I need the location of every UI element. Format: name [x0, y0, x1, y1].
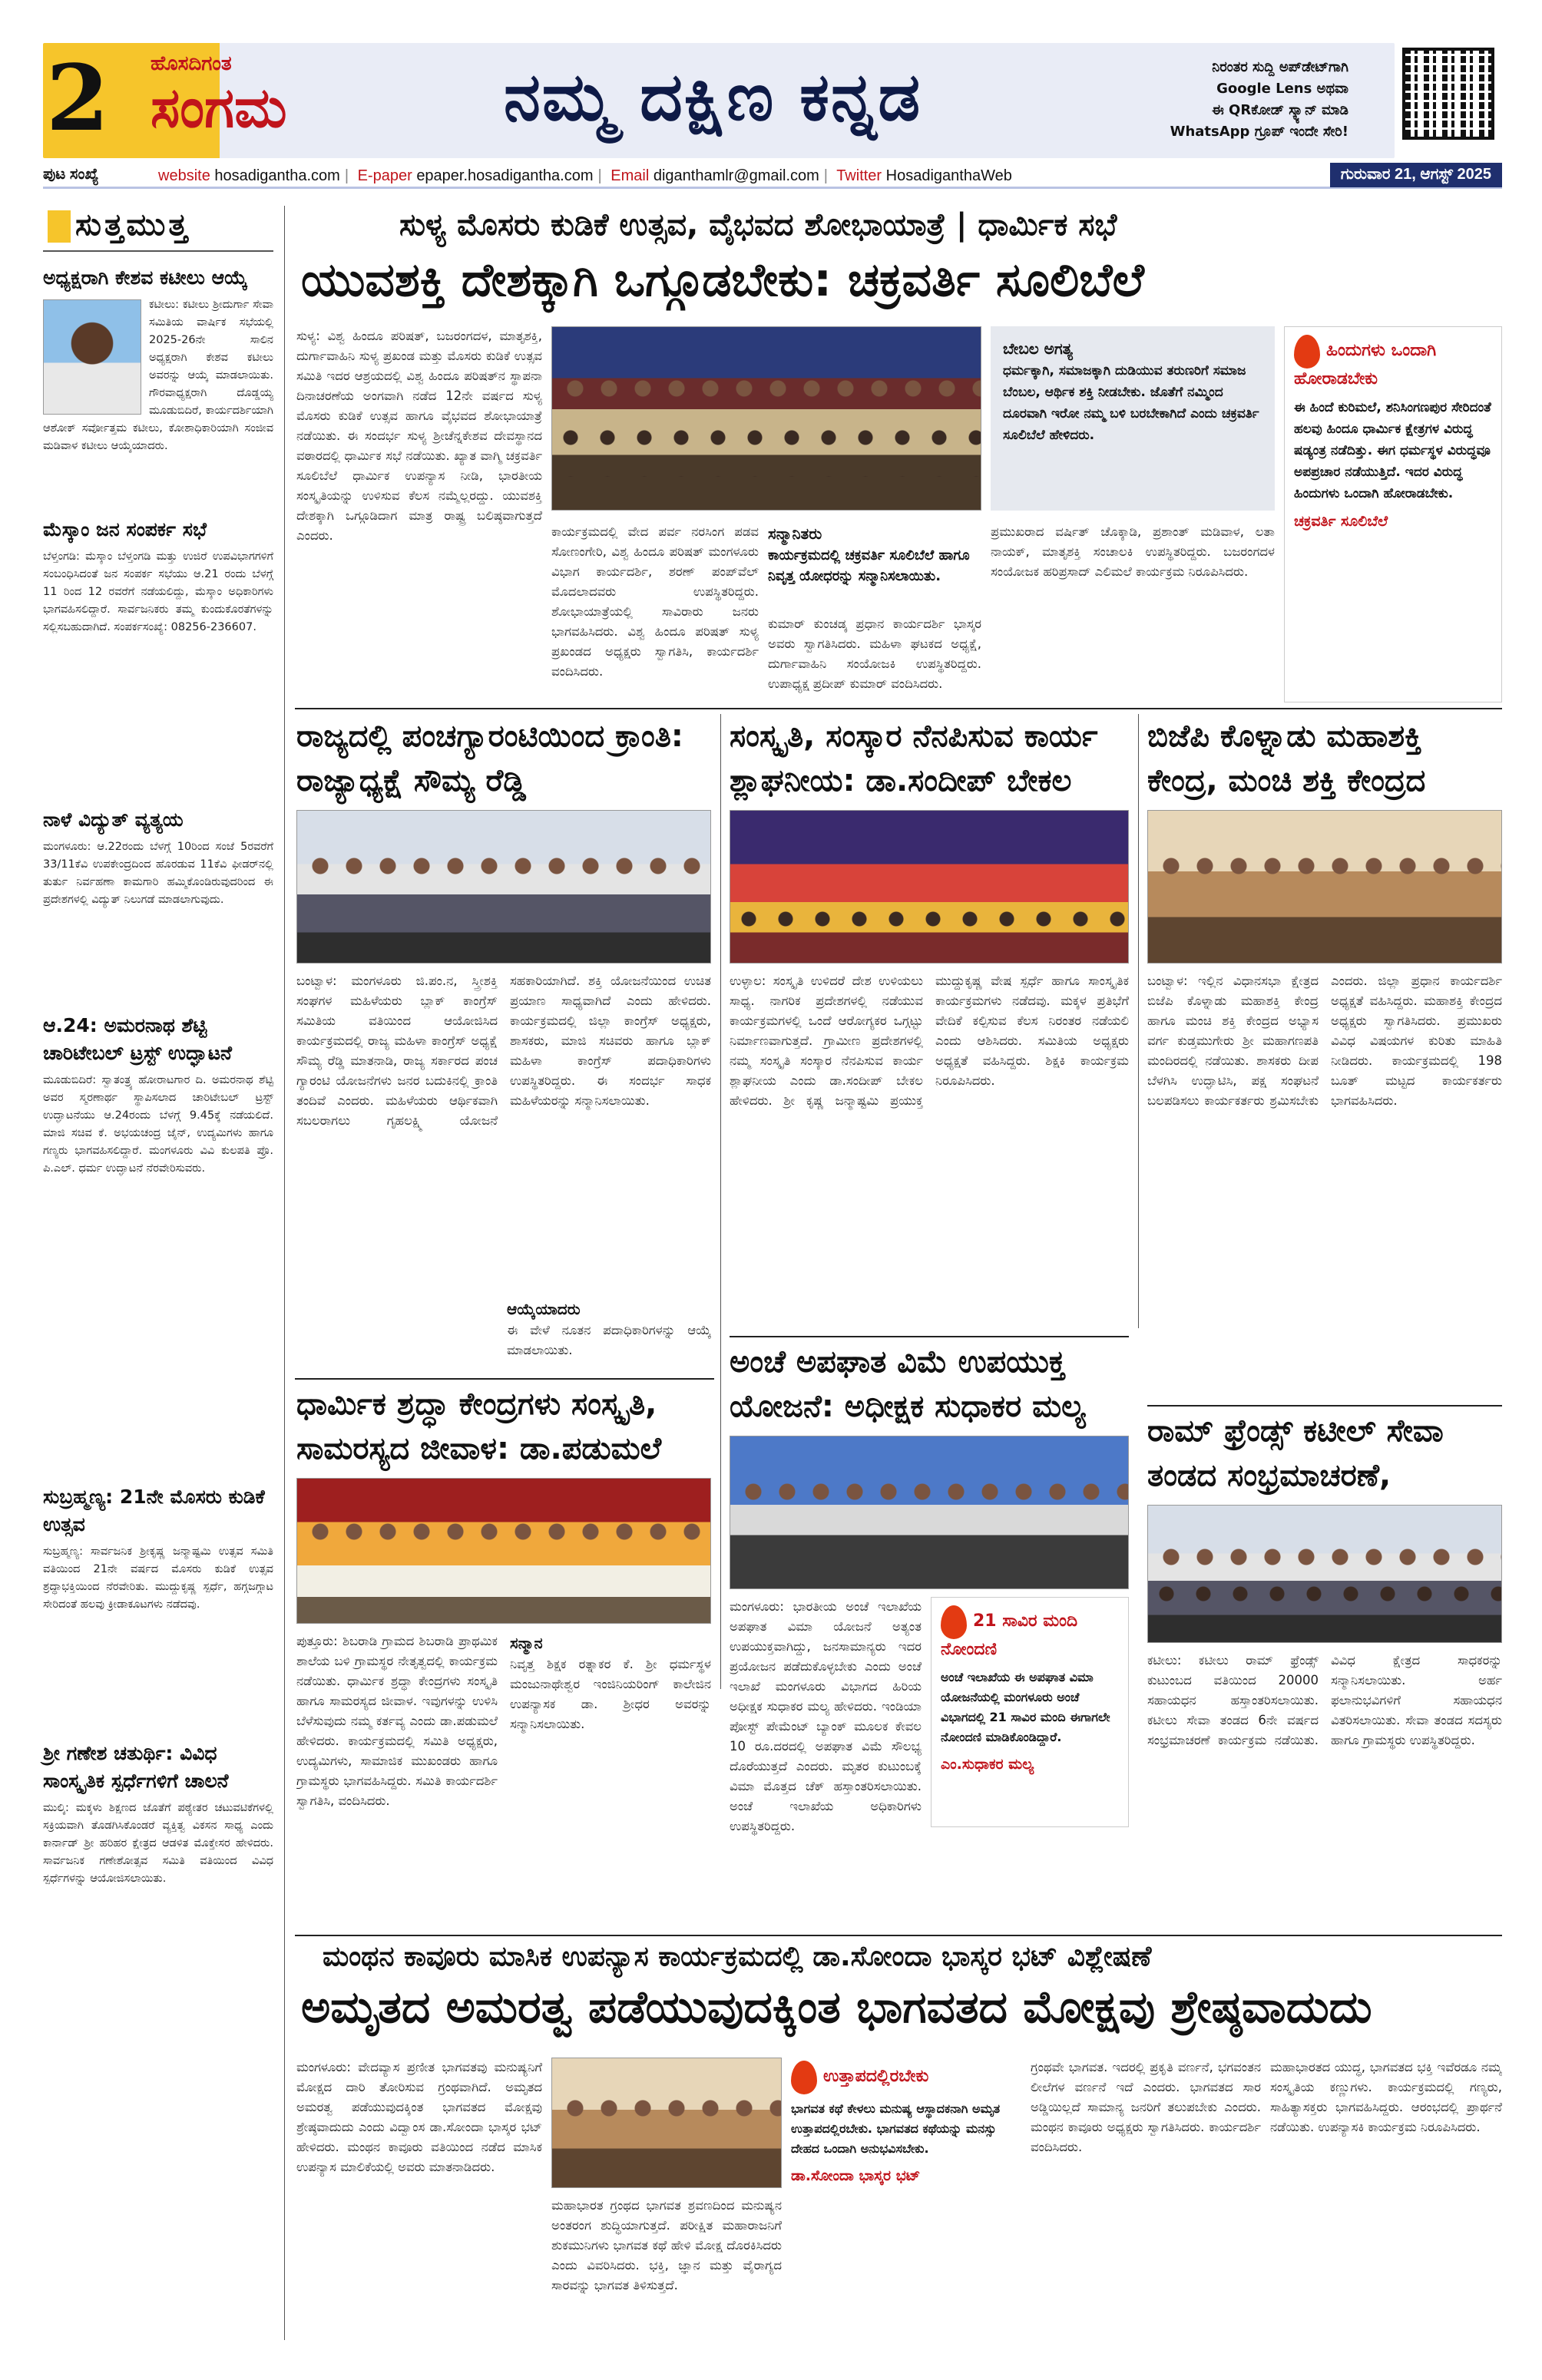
registrations-title: 21 ಸಾವಿರ ಮಂದಿ ನೋಂದಣಿ	[941, 1611, 1078, 1659]
promo-line: ಈ QRಕೋಡ್ ಸ್ಕ್ಯಾನ್ ಮಾಡಿ	[1212, 102, 1348, 118]
section-divider	[1147, 1405, 1502, 1407]
promo-line: ನಿರಂತರ ಸುದ್ದಿ ಅಪ್‌ಡೇಟ್‌ಗಾಗಿ	[1212, 59, 1348, 75]
promo-line: Google Lens ಅಥವಾ	[1216, 81, 1348, 97]
brief-headline: ಆ.24: ಅಮರನಾಥ ಶೆಟ್ಟಿ ಚಾರಿಟೇಬಲ್ ಟ್ರಸ್ಟ್ ಉದ್ಘಾಟನೆ	[43, 1014, 232, 1064]
website-link[interactable]: hosadigantha.com	[214, 167, 340, 184]
bottom-kicker: ಮಂಥನ ಕಾವೂರು ಮಾಸಿಕ ಉಪನ್ಯಾಸ ಕಾರ್ಯಕ್ರಮದಲ್ಲಿ ಡಾ.ಸೋಂದಾ ಭಾಸ್ಕರ ಭಟ್ ವಿಶ್ಲೇಷಣೆ	[323, 1941, 1152, 1972]
column-divider	[1138, 714, 1139, 1328]
column-divider	[720, 714, 721, 1689]
honorees-box	[768, 522, 981, 607]
bottom-quote-byline: ಡಾ.ಸೋಂದಾ ಭಾಸ್ಕರ ಭಟ್	[791, 2167, 921, 2184]
story-photo	[1147, 1505, 1502, 1643]
lead-body: ಸುಳ್ಯ: ವಿಶ್ವ ಹಿಂದೂ ಪರಿಷತ್, ಬಜರಂಗದಳ, ಮಾತೃಶಕ್ತಿ, ದುರ್ಗಾವಾಹಿನಿ ಸುಳ್ಯ ಪ್ರಖಂಡ ಮತ್ತು ಮೊಸರು ಕುಡಿಕೆ ಉತ್ಸವ ಸಮಿತಿ ಇದರ ಆಶ್ರಯದಲ್ಲಿ ವಿಶ್ವ ಹಿಂದೂ ಪರಿಷತ್‌ನ ಸ್ಥಾಪನಾ ದಿನಾಚರಣೆಯ ಅಂಗವಾಗಿ ನಡೆದ 12ನೇ ವರ್ಷದ ಸುಳ್ಯ ಮೊಸರು ಕುಡಿಕೆ ಉತ್ಸವ ಹಾಗೂ ವೈಭವದ ಶೋಭಾಯಾತ್ರೆ ನಡೆಯಿತು. ಈ ಸಂದರ್ಭ ಸುಳ್ಯ ಶ್ರೀಚೆನ್ನಕೇಶವ ದೇವಸ್ಥಾನದ ವಠಾರದಲ್ಲಿ ಧಾರ್ಮಿಕ ಸಭೆ ನಡೆಯಿತು. ಖ್ಯಾತ ವಾಗ್ಮಿ ಚಕ್ರವರ್ತಿ ಸೂಲಿಬೆಲೆ ಧಾರ್ಮಿಕ ಉಪನ್ಯಾಸ ನೀಡಿ, ಭಾರತೀಯ ಸಂಸ್ಕೃತಿಯನ್ನು ಉಳಿಸುವ ಕೆಲಸ ನಮ್ಮೆಲ್ಲರದ್ದು. ಯುವಶಕ್ತಿ ದೇಶಕ್ಕಾಗಿ ಒಗ್ಗೂಡಿದಾಗ ಮಾತ್ರ ರಾಷ್ಟ್ರ ಬಲಿಷ್ಠವಾಗುತ್ತದೆ ಎಂದರು.	[296, 329, 542, 543]
masthead	[43, 43, 1502, 158]
brief-body: ಮಂಗಳೂರು: ಆ.22ರಂದು ಬೆಳಗ್ಗೆ 10ರಿಂದ ಸಂಜೆ 5ರವರೆಗೆ 33/11ಕೆವಿ ಉಪಕೇಂದ್ರದಿಂದ ಹೊರಡುವ 11ಕೆವಿ ಫೀಡರ್‌ನಲ್ಲಿ ತುರ್ತು ನಿರ್ವಹಣಾ ಕಾಮಗಾರಿ ಹಮ್ಮಿಕೊಂಡಿರುವುದರಿಂದ ಈ ಪ್ರದೇಶಗಳಲ್ಲಿ ವಿದ್ಯುತ್ ನಿಲುಗಡೆ ಮಾಡಲಾಗುವುದು.	[43, 841, 273, 906]
story-body: ಮಂಗಳೂರು: ಭಾರತೀಯ ಅಂಚೆ ಇಲಾಖೆಯ ಅಪಘಾತ ವಿಮಾ ಯೋಜನೆ ಅತ್ಯಂತ ಉಪಯುಕ್ತವಾಗಿದ್ದು, ಜನಸಾಮಾನ್ಯರು ಇದರ ಪ್ರಯೋಜನ ಪಡೆದುಕೊಳ್ಳಬೇಕು ಎಂದು ಅಂಚೆ ಇಲಾಖೆ ಮಂಗಳೂರು ವಿಭಾಗದ ಹಿರಿಯ ಅಧೀಕ್ಷಕ ಸುಧಾಕರ ಮಲ್ಯ ಹೇಳಿದರು. ಇಂಡಿಯಾ ಪೋಸ್ಟ್ ಪೇಮೆಂಟ್ ಬ್ಯಾಂಕ್ ಮೂಲಕ ಕೇವಲ 10 ರೂ.ದರದಲ್ಲಿ ಅಪಘಾತ ವಿಮೆ ಸೌಲಭ್ಯ ದೊರೆಯುತ್ತದೆ ಎಂದರು. ಮೃತರ ಕುಟುಂಬಕ್ಕೆ ವಿಮಾ ಮೊತ್ತದ ಚೆಕ್ ಹಸ್ತಾಂತರಿಸಲಾಯಿತು. ಅಂಚೆ ಇಲಾಖೆಯ ಅಧಿಕಾರಿಗಳು ಉಪಸ್ಥಿತರಿದ್ದರು.	[730, 1599, 922, 1833]
story-photo	[730, 810, 1129, 964]
lead-headline: ಯುವಶಕ್ತಿ ದೇಶಕ್ಕಾಗಿ ಒಗ್ಗೂಡಬೇಕು: ಚಕ್ರವರ್ತಿ ಸೂಲಿಬೆಲೆ	[301, 253, 1144, 307]
brief-body: ಕಟೀಲು: ಕಟೀಲು ಶ್ರೀದುರ್ಗಾ ಸೇವಾ ಸಮಿತಿಯ ವಾರ್ಷಿಕ ಸಭೆಯಲ್ಲಿ 2025-26ನೇ ಸಾಲಿನ ಅಧ್ಯಕ್ಷರಾಗಿ ಕೇಶವ ಕಟೀಲು ಅವರನ್ನು ಆಯ್ಕೆ ಮಾಡಲಾಯಿತು. ಗೌರವಾಧ್ಯಕ್ಷರಾಗಿ ದೊಡ್ಡಯ್ಯ ಮೂಡುಬಿದಿರೆ, ಕಾರ್ಯದರ್ಶಿಯಾಗಿ ಆಶೋಕ್ ಸರ್ವೋತ್ತಮ ಕಟೀಲು, ಕೋಶಾಧಿಕಾರಿಯಾಗಿ ಸಂಜೀವ ಮಡಿವಾಳ ಕಟೀಲು ಆಯ್ಕೆಯಾದರು.	[43, 299, 273, 452]
story-body: ಕಟೀಲು: ಕಟೀಲು ರಾಮ್ ಫ್ರೆಂಡ್ಸ್ ಕುಟುಂಬದ ವತಿಯಿಂದ 20000 ಸಹಾಯಧನ ಹಸ್ತಾಂತರಿಸಲಾಯಿತು. ಕಟೀಲು ಸೇವಾ ತಂಡದ 6ನೇ ವರ್ಷದ ಸಂಭ್ರಮಾಚರಣೆ ಕಾರ್ಯಕ್ರಮ ನಡೆಯಿತು. ವಿವಿಧ ಕ್ಷೇತ್ರದ ಸಾಧಕರನ್ನು ಸನ್ಮಾನಿಸಲಾಯಿತು. ಅರ್ಹ ಫಲಾನುಭವಿಗಳಿಗೆ ಸಹಾಯಧನ ವಿತರಿಸಲಾಯಿತು. ಸೇವಾ ತಂಡದ ಸದಸ್ಯರು ಹಾಗೂ ಗ್ರಾಮಸ್ಥರು ಉಪಸ್ಥಿತರಿದ್ದರು.	[1147, 1653, 1502, 1747]
honour-note-title: ಸನ್ಮಾನ	[510, 1634, 543, 1652]
lead-kicker: ಸುಳ್ಯ ಮೊಸರು ಕುಡಿಕೆ ಉತ್ಸವ, ವೈಭವದ ಶೋಭಾಯಾತ್ರೆ | ಧಾರ್ಮಿಕ ಸಭೆ	[399, 207, 1117, 243]
epaper-link[interactable]: epaper.hosadigantha.com	[416, 167, 594, 184]
brief-body: ಮುಲ್ಕಿ: ಮಕ್ಕಳು ಶಿಕ್ಷಣದ ಜೊತೆಗೆ ಪಠ್ಯೇತರ ಚಟುವಟಿಕೆಗಳಲ್ಲಿ ಸಕ್ರಿಯವಾಗಿ ತೊಡಗಿಸಿಕೊಂಡರೆ ವ್ಯಕ್ತಿತ್ವ ವಿಕಸನ ಸಾಧ್ಯ ಎಂದು ಕಾರ್ನಾಡ್ ಶ್ರೀ ಹರಿಹರ ಕ್ಷೇತ್ರದ ಆಡಳಿತ ಮೊಕ್ತೇಸರ ಹೇಳಿದರು. ಸಾರ್ವಜನಿಕ ಗಣೇಶೋತ್ಸವ ಸಮಿತಿ ವತಿಯಿಂದ ವಿವಿಧ ಸ್ಪರ್ಧೆಗಳನ್ನು ಆಯೋಜಿಸಲಾಯಿತು.	[43, 1802, 273, 1885]
elected-note	[507, 1297, 711, 1367]
bottom-quote-text: ಭಾಗವತ ಕಥೆ ಕೇಳಲು ಮನುಷ್ಯ ಆಸ್ಥಾದಕನಾಗಿ ಅಮೃತ ಉತ್ತಾಪದಲ್ಲಿರಬೇಕು. ಭಾಗವತದ ಕಥೆಯನ್ನು ಮನಸ್ಸು ದೇಹದ ಒಂದಾಗಿ ಅನುಭವಿಸಬೇಕು.	[791, 2101, 1001, 2156]
brief-headline: ಸುಬ್ರಹ್ಮಣ್ಯ: 21ನೇ ಮೊಸರು ಕುಡಿಕೆ ಉತ್ಸವ	[43, 1486, 265, 1535]
brief-headline: ಅಧ್ಯಕ್ಷರಾಗಿ ಕೇಶವ ಕಟೀಲು ಆಯ್ಕೆ	[43, 266, 248, 289]
issue-date: ಗುರುವಾರ 21, ಆಗಸ್ಟ್ 2025	[1330, 163, 1502, 187]
story-body: ಬಂಟ್ವಾಳ: ಇಲ್ಲಿನ ವಿಧಾನಸಭಾ ಕ್ಷೇತ್ರದ ಬಿಜೆಪಿ ಕೊಳ್ನಾಡು ಮಹಾಶಕ್ತಿ ಕೇಂದ್ರ ಹಾಗೂ ಮಂಚಿ ಶಕ್ತಿ ಕೇಂದ್ರದ ಅಭ್ಯಾಸ ವರ್ಗ ಕುಡ್ತಮುಗೇರು ಶ್ರೀ ಮಹಾಗಣಪತಿ ಮಂದಿರದಲ್ಲಿ ನಡೆಯಿತು. ಶಾಸಕರು ದೀಪ ಬೆಳಗಿಸಿ ಉದ್ಘಾಟಿಸಿ, ಪಕ್ಷ ಸಂಘಟನೆ ಬಲಪಡಿಸಲು ಕಾರ್ಯಕರ್ತರು ಶ್ರಮಿಸಬೇಕು ಎಂದರು. ಜಿಲ್ಲಾ ಪ್ರಧಾನ ಕಾರ್ಯದರ್ಶಿ ಅಧ್ಯಕ್ಷತೆ ವಹಿಸಿದ್ದರು. ಮಹಾಶಕ್ತಿ ಕೇಂದ್ರದ ಅಧ್ಯಕ್ಷರು ಸ್ವಾಗತಿಸಿದರು. ಪ್ರಮುಖರು ವಿವಿಧ ವಿಷಯಗಳ ಕುರಿತು ಮಾಹಿತಿ ನೀಡಿದರು. ಕಾರ್ಯಕ್ರಮದಲ್ಲಿ 198 ಬೂತ್ ಮಟ್ಟದ ಕಾರ್ಯಕರ್ತರು ಭಾಗವಹಿಸಿದರು.	[1147, 973, 1502, 1108]
brief-headline: ಮೆಸ್ಕಾಂ ಜನ ಸಂಪರ್ಕ ಸಭೆ	[43, 518, 207, 540]
quote-icon	[1294, 335, 1320, 369]
lead-body-3: ಕುಮಾರ್ ಕುಂಚಡ್ಕ ಪ್ರಧಾನ ಕಾರ್ಯದರ್ಶಿ ಭಾಸ್ಕರ ಅವರು ಸ್ವಾಗತಿಸಿದರು. ಮಹಿಳಾ ಘಟಕದ ಅಧ್ಯಕ್ಷೆ, ದುರ್ಗಾವಾಹಿನಿ ಸಂಯೋಜಕಿ ಉಪಸ್ಥಿತರಿದ್ದರು. ಉಪಾಧ್ಯಕ್ಷ ಪ್ರದೀಪ್ ಕುಮಾರ್ ವಂದಿಸಿದರು.	[768, 616, 981, 691]
bottom-quote-box	[791, 2058, 1021, 2249]
section-divider	[295, 1935, 1502, 1936]
whatsapp-promo	[1072, 57, 1348, 143]
story-photo	[1147, 810, 1502, 964]
story-body: ಉಳ್ಳಾಲ: ಸಂಸ್ಕೃತಿ ಉಳಿದರೆ ದೇಶ ಉಳಿಯಲು ಸಾಧ್ಯ. ನಾಗರಿಕ ಪ್ರದೇಶಗಳಲ್ಲಿ ನಡೆಯುವ ಕಾರ್ಯಕ್ರಮಗಳಲ್ಲಿ ಒಂದೆ ಆರೋಗ್ಯಕರ ಒಗ್ಗಟ್ಟು ನಿರ್ಮಾಣವಾಗುತ್ತದೆ. ಗ್ರಾಮೀಣ ಪ್ರದೇಶಗಳಲ್ಲಿ ನಮ್ಮ ಸಂಸ್ಕೃತಿ ಸಂಸ್ಕಾರ ನೆನಪಿಸುವ ಕಾರ್ಯ ಶ್ಲಾಘನೀಯ ಎಂದು ಡಾ.ಸಂದೀಪ್ ಬೇಕಲ ಹೇಳಿದರು. ಶ್ರೀ ಕೃಷ್ಣ ಜನ್ಮಾಷ್ಟಮಿ ಪ್ರಯುಕ್ತ ಮುದ್ದುಕೃಷ್ಣ ವೇಷ ಸ್ಪರ್ಧೆ ಹಾಗೂ ಸಾಂಸ್ಕೃತಿಕ ಕಾರ್ಯಕ್ರಮಗಳು ನಡೆದವು. ಮಕ್ಕಳ ಪ್ರತಿಭೆಗೆ ವೇದಿಕೆ ಕಲ್ಪಿಸುವ ಕೆಲಸ ನಿರಂತರ ನಡೆಯಲಿ ಎಂದು ಆಶಿಸಿದರು. ಸಮಿತಿಯ ಅಧ್ಯಕ್ಷರು ಅಧ್ಯಕ್ಷತೆ ವಹಿಸಿದ್ದರು. ಶಿಕ್ಷಕಿ ಕಾರ್ಯಕ್ರಮ ನಿರೂಪಿಸಿದರು.	[730, 973, 1129, 1108]
quote-text: ಈ ಹಿಂದೆ ಕುರಿಮಲೆ, ಶನಿಸಿಂಗಣಪುರ ಸೇರಿದಂತೆ ಹಲವು ಹಿಂದೂ ಧಾರ್ಮಿಕ ಕ್ಷೇತ್ರಗಳ ವಿರುದ್ಧ ಷಡ್ಯಂತ್ರ ನಡೆದಿತ್ತು. ಈಗ ಧರ್ಮಸ್ಥಳ ವಿರುದ್ಧವೂ ಅಪಪ್ರಚಾರ ನಡೆಯುತ್ತಿದೆ. ಇದರ ವಿರುದ್ಧ ಹಿಂದುಗಳು ಒಂದಾಗಿ ಹೋರಾಡಬೇಕು.	[1294, 400, 1491, 501]
email-link[interactable]: diganthamlr@gmail.com	[653, 167, 819, 184]
honour-note-text: ನಿವೃತ್ತ ಶಿಕ್ಷಕ ರತ್ನಾಕರ ಕೆ. ಶ್ರೀ ಧರ್ಮಸ್ಥಳ ಮಂಜುನಾಥೇಶ್ವರ ಇಂಜಿನಿಯರಿಂಗ್ ಕಾಲೇಜಿನ ಉಪನ್ಯಾಸಕ ಡಾ. ಶ್ರೀಧರ ಅವರನ್ನು ಸನ್ಮಾನಿಸಲಾಯಿತು.	[510, 1657, 711, 1731]
brand-small: ಹೊಸದಿಗಂತ	[151, 52, 232, 75]
elected-note-title: ಆಯ್ಕೆಯಾದರು	[507, 1300, 581, 1318]
promo-line: WhatsApp ಗ್ರೂಪ್ ಇಂದೇ ಸೇರಿ!	[1170, 124, 1348, 140]
section-logo: ಸುತ್ತಮುತ್ತ	[43, 207, 273, 252]
twitter-link[interactable]: HosadiganthaWeb	[885, 167, 1012, 184]
brand-logo: ಸಂಗಮ	[151, 75, 287, 140]
elected-note-text: ಈ ವೇಳೆ ನೂತನ ಪದಾಧಿಕಾರಿಗಳನ್ನು ಆಯ್ಕೆ ಮಾಡಲಾಯಿತು.	[507, 1323, 711, 1357]
story-headline: ಧಾರ್ಮಿಕ ಶ್ರದ್ಧಾ ಕೇಂದ್ರಗಳು ಸಂಸ್ಕೃತಿ, ಸಾಮರಸ್ಯದ ಜೀವಾಳ: ಡಾ.ಪಡುಮಲೆ	[296, 1387, 662, 1466]
twitter-label: Twitter	[836, 167, 882, 184]
quote-title: ಹಿಂದುಗಳು ಒಂದಾಗಿ ಹೋರಾಡಬೇಕು	[1294, 341, 1437, 388]
bottom-body-4: ಮಹಾಭಾರತದ ಯುದ್ಧ, ಭಾಗವತದ ಭಕ್ತಿ ಇವೆರಡೂ ನಮ್ಮ ಸಂಸ್ಕೃತಿಯ ಕಣ್ಣುಗಳು. ಕಾರ್ಯಕ್ರಮದಲ್ಲಿ ಗಣ್ಯರು, ಸಾಹಿತ್ಯಾಸಕ್ತರು ಭಾಗವಹಿಸಿದ್ದರು. ಆರಂಭದಲ್ಲಿ ಪ್ರಾರ್ಥನೆ ನಡೆಯಿತು. ಉಪನ್ಯಾಸಕಿ ಕಾರ್ಯಕ್ರಮ ನಿರೂಪಿಸಿದರು.	[1270, 2060, 1502, 2134]
story-headline: ಬಿಜೆಪಿ ಕೊಳ್ನಾಡು ಮಹಾಶಕ್ತಿ ಕೇಂದ್ರ, ಮಂಚಿ ಶಕ್ತಿ ಕೇಂದ್ರದ	[1147, 719, 1426, 798]
bottom-body-3: ಗ್ರಂಥವೇ ಭಾಗವತ. ಇದರಲ್ಲಿ ಪ್ರಕೃತಿ ವರ್ಣನೆ, ಭಗವಂತನ ಲೀಲೆಗಳ ವರ್ಣನೆ ಇದೆ ಎಂದರು. ಭಾಗವತದ ಸಾರ ಅಡ್ಡಿಯಿಲ್ಲದೆ ಸಾಮಾನ್ಯ ಜನರಿಗೆ ತಲುಪಬೇಕು ಎಂದರು. ಮಂಥನ ಕಾವೂರು ಅಧ್ಯಕ್ಷರು ಸ್ವಾಗತಿಸಿದರು. ಕಾರ್ಯದರ್ಶಿ ವಂದಿಸಿದರು.	[1031, 2060, 1261, 2154]
quote-box	[1284, 326, 1502, 702]
brief-body: ಸುಬ್ರಹ್ಮಣ್ಯ: ಸಾರ್ವಜನಿಕ ಶ್ರೀಕೃಷ್ಣ ಜನ್ಮಾಷ್ಟಮಿ ಉತ್ಸವ ಸಮಿತಿ ವತಿಯಿಂದ 21ನೇ ವರ್ಷದ ಮೊಸರು ಕುಡಿಕೆ ಉತ್ಸವ ಶ್ರದ್ಧಾಭಕ್ತಿಯಿಂದ ನೆರವೇರಿತು. ಮುದ್ದುಕೃಷ್ಣ ಸ್ಪರ್ಧೆ, ಹಗ್ಗಜಗ್ಗಾಟ ಸೇರಿದಂತೆ ಹಲವು ಕ್ರೀಡಾಕೂಟಗಳು ನಡೆದವು.	[43, 1545, 273, 1611]
bottom-photo	[551, 2058, 782, 2188]
honorees-text: ಕಾರ್ಯಕ್ರಮದಲ್ಲಿ ಚಕ್ರವರ್ತಿ ಸೂಲಿಬೆಲೆ ಹಾಗೂ ನಿವೃತ್ತ ಯೋಧರನ್ನು ಸನ್ಮಾನಿಸಲಾಯಿತು.	[768, 547, 970, 584]
quote-byline: ಚಕ್ರವರ್ತಿ ಸೂಲಿಬೆಲೆ	[1294, 513, 1388, 530]
section-divider	[730, 1336, 1129, 1337]
story-photo	[730, 1436, 1129, 1589]
section-divider	[295, 1378, 714, 1380]
portrait-photo	[43, 299, 141, 415]
section-divider	[295, 708, 1502, 709]
left-column-briefs	[43, 207, 273, 2334]
honour-note	[510, 1631, 711, 1923]
brief-body: ಮೂಡುಬಿದಿರೆ: ಸ್ವಾತಂತ್ರ್ಯ ಹೋರಾಟಗಾರ ದಿ. ಅಮರನಾಥ ಶೆಟ್ಟಿ ಅವರ ಸ್ಮರಣಾರ್ಥ ಸ್ಥಾಪಿಸಲಾದ ಚಾರಿಟೇಬಲ್ ಟ್ರಸ್ಟ್ ಉದ್ಘಾಟನೆಯು ಆ.24ರಂದು ಬೆಳಗ್ಗೆ 9.45ಕ್ಕೆ ನಡೆಯಲಿದೆ. ಮಾಜಿ ಸಚಿವ ಕೆ. ಅಭಯಚಂದ್ರ ಜೈನ್, ಉದ್ಯಮಿಗಳು ಹಾಗೂ ಗಣ್ಯರು ಭಾಗವಹಿಸಲಿದ್ದಾರೆ. ಮಂಗಳೂರು ವಿವಿ ಕುಲಪತಿ ಪ್ರೊ. ಪಿ.ಎಲ್. ಧರ್ಮ ಉದ್ಘಾಟನೆ ನೆರವೇರಿಸುವರು.	[43, 1074, 273, 1175]
lead-body-4: ಪ್ರಮುಖರಾದ ವರ್ಷಿತ್ ಚೊಕ್ಕಾಡಿ, ಪ್ರಶಾಂತ್ ಮಡಿವಾಳ, ಲತಾ ನಾಯಕ್, ಮಾತೃಶಕ್ತಿ ಸಂಚಾಲಕಿ ಉಪಸ್ಥಿತರಿದ್ದರು. ಬಜರಂಗದಳ ಸಂಯೋಜಕ ಹರಿಪ್ರಸಾದ್ ಎಲಿಮಲೆ ಕಾರ್ಯಕ್ರಮ ನಿರೂಪಿಸಿದರು.	[991, 524, 1275, 579]
brief-headline: ನಾಳೆ ವಿದ್ಯುತ್ ವ್ಯತ್ಯಯ	[43, 808, 184, 831]
story-photo	[296, 1478, 711, 1624]
qr-code-icon[interactable]	[1402, 48, 1494, 140]
story-photo	[296, 810, 711, 964]
column-divider	[284, 206, 285, 2340]
story-body: ಪುತ್ತೂರು: ಶಿಬರಾಡಿ ಗ್ರಾಮದ ಶಿಬರಾಡಿ ಪ್ರಾಥಮಿಕ ಶಾಲೆಯ ಬಳಿ ಗ್ರಾಮಸ್ಥರ ನೇತೃತ್ವದಲ್ಲಿ ಕಾರ್ಯಕ್ರಮ ನಡೆಯಿತು. ಧಾರ್ಮಿಕ ಶ್ರದ್ಧಾ ಕೇಂದ್ರಗಳು ಸಂಸ್ಕೃತಿ ಹಾಗೂ ಸಾಮರಸ್ಯದ ಜೀವಾಳ. ಇವುಗಳನ್ನು ಉಳಿಸಿ ಬೆಳೆಸುವುದು ನಮ್ಮ ಕರ್ತವ್ಯ ಎಂದು ಡಾ.ಪಡುಮಲೆ ಹೇಳಿದರು. ಕಾರ್ಯಕ್ರಮದಲ್ಲಿ ಸಮಿತಿ ಅಧ್ಯಕ್ಷರು, ಉದ್ಯಮಿಗಳು, ಸಾಮಾಜಿಕ ಮುಖಂಡರು ಹಾಗೂ ಗ್ರಾಮಸ್ಥರು ಭಾಗವಹಿಸಿದ್ದರು. ಸಮಿತಿ ಕಾರ್ಯದರ್ಶಿ ಸ್ವಾಗತಿಸಿ, ವಂದಿಸಿದರು.	[296, 1634, 498, 1808]
support-needed-title: ಬೇಬಲ ಅಗತ್ಯ	[1003, 339, 1074, 358]
lead-body-2: ಕಾರ್ಯಕ್ರಮದಲ್ಲಿ ವೇದ ಪರ್ವ ನರಸಿಂಗ ಪಡವ ಸೋಣಂಗೇರಿ, ವಿಶ್ವ ಹಿಂದೂ ಪರಿಷತ್ ಮಂಗಳೂರು ವಿಭಾಗ ಕಾರ್ಯದರ್ಶಿ, ಶರಣ್ ಪಂಪ್‌ವೆಲ್ ಮೊದಲಾದವರು ಉಪಸ್ಥಿತರಿದ್ದರು. ಶೋಭಾಯಾತ್ರೆಯಲ್ಲಿ ಸಾವಿರಾರು ಜನರು ಭಾಗವಹಿಸಿದರು. ವಿಶ್ವ ಹಿಂದೂ ಪರಿಷತ್ ಸುಳ್ಯ ಪ್ರಖಂಡದ ಅಧ್ಯಕ್ಷರು ಸ್ವಾಗತಿಸಿ, ಕಾರ್ಯದರ್ಶಿ ವಂದಿಸಿದರು.	[551, 524, 759, 679]
epaper-label: E-paper	[357, 167, 412, 184]
page-number: 2	[46, 45, 110, 151]
page-title: ನಮ್ಮ ದಕ್ಷಿಣ ಕನ್ನಡ	[504, 58, 922, 136]
contact-links: website hosadigantha.com | E-paper epaper.hosadigantha.com | Email diganthamlr@gmail.com | Twitter HosadiganthaWeb	[158, 167, 1012, 184]
registrations-byline: ಎಂ.ಸುಧಾಕರ ಮಲ್ಯ	[941, 1756, 1034, 1773]
edition-label: ಪುಟ ಸಂಖ್ಯೆ	[43, 166, 99, 183]
registrations-box	[931, 1597, 1129, 1827]
email-label: Email	[611, 167, 650, 184]
honorees-title: ಸನ್ಮಾನಿತರು	[768, 524, 822, 543]
bottom-body: ಮಂಗಳೂರು: ವೇದವ್ಯಾಸ ಪ್ರಣೀತ ಭಾಗವತವು ಮನುಷ್ಯನಿಗೆ ಮೋಕ್ಷದ ದಾರಿ ತೋರಿಸುವ ಗ್ರಂಥವಾಗಿದೆ. ಅಮೃತದ ಅಮರತ್ವ ಪಡೆಯುವುದಕ್ಕಿಂತ ಭಾಗವತದ ಮೋಕ್ಷವು ಶ್ರೇಷ್ಠವಾದುದು ಎಂದು ವಿದ್ವಾಂಸ ಡಾ.ಸೋಂದಾ ಭಾಸ್ಕರ ಭಟ್ ಹೇಳಿದರು. ಮಂಥನ ಕಾವೂರು ವತಿಯಿಂದ ನಡೆದ ಮಾಸಿಕ ಉಪನ್ಯಾಸ ಮಾಲಿಕೆಯಲ್ಲಿ ಅವರು ಮಾತನಾಡಿದರು.	[296, 2060, 542, 2174]
quote-icon	[791, 2061, 817, 2094]
bottom-quote-title: ಉತ್ತಾಪದಲ್ಲಿರಬೇಕು	[823, 2067, 929, 2086]
website-label: website	[158, 167, 210, 184]
support-needed-text: ಧರ್ಮಕ್ಕಾಗಿ, ಸಮಾಜಕ್ಕಾಗಿ ದುಡಿಯುವ ತರುಣರಿಗೆ ಸಮಾಜ ಬೆಂಬಲ, ಆರ್ಥಿಕ ಶಕ್ತಿ ನೀಡಬೇಕು. ಜೊತೆಗೆ ನಮ್ಮಿಂದ ದೂರವಾಗಿ ಇರೋ ನಮ್ಮ ಬಳಿ ಬರಬೇಕಾಗಿದೆ ಎಂದು ಚಕ್ರವರ್ತಿ ಸೂಲಿಬೆಲೆ ಹೇಳಿದರು.	[1003, 363, 1259, 443]
story-headline: ಅಂಚೆ ಅಪಘಾತ ವಿಮೆ ಉಪಯುಕ್ತ ಯೋಜನೆ: ಅಧೀಕ್ಷಕ ಸುಧಾಕರ ಮಲ್ಯ	[730, 1344, 1086, 1424]
stat-icon	[941, 1605, 967, 1639]
lead-photo	[551, 326, 981, 511]
bottom-body-2: ಮಹಾಭಾರತ ಗ್ರಂಥದ ಭಾಗವತ ಶ್ರವಣದಿಂದ ಮನುಷ್ಯನ ಅಂತರಂಗ ಶುದ್ಧಿಯಾಗುತ್ತದೆ. ಪರೀಕ್ಷಿತ ಮಹಾರಾಜನಿಗೆ ಶುಕಮುನಿಗಳು ಭಾಗವತ ಕಥೆ ಹೇಳಿ ಮೋಕ್ಷ ದೊರಕಿಸಿದರು ಎಂದು ವಿವರಿಸಿದರು. ಭಕ್ತಿ, ಜ್ಞಾನ ಮತ್ತು ವೈರಾಗ್ಯದ ಸಾರವನ್ನು ಭಾಗವತ ತಿಳಿಸುತ್ತದೆ.	[551, 2198, 782, 2292]
story-headline: ರಾಮ್ ಫ್ರೆಂಡ್ಸ್ ಕಟೀಲ್ ಸೇವಾ ತಂಡದ ಸಂಭ್ರಮಾಚರಣೆ,	[1147, 1413, 1444, 1493]
brief-headline: ಶ್ರೀ ಗಣೇಶ ಚತುರ್ಥಿ: ವಿವಿಧ ಸಾಂಸ್ಕೃತಿಕ ಸ್ಪರ್ಧೆಗಳಿಗೆ ಚಾಲನೆ	[43, 1742, 229, 1792]
info-bar	[43, 163, 1502, 189]
bottom-headline: ಅಮೃತದ ಅಮರತ್ವ ಪಡೆಯುವುದಕ್ಕಿಂತ ಭಾಗವತದ ಮೋಕ್ಷವು ಶ್ರೇಷ್ಠವಾದುದು	[301, 1981, 1372, 2033]
registrations-text: ಅಂಚೆ ಇಲಾಖೆಯ ಈ ಅಪಘಾತ ವಿಮಾ ಯೋಜನೆಯಲ್ಲಿ ಮಂಗಳೂರು ಅಂಚೆ ವಿಭಾಗದಲ್ಲಿ 21 ಸಾವಿರ ಮಂದಿ ಈಗಾಗಲೇ ನೋಂದಣಿ ಮಾಡಿಕೊಂಡಿದ್ದಾರೆ.	[941, 1670, 1110, 1744]
book-icon	[48, 210, 71, 243]
story-headline: ರಾಜ್ಯದಲ್ಲಿ ಪಂಚಗ್ಯಾರಂಟಿಯಿಂದ ಕ್ರಾಂತಿ: ರಾಜ್ಯಾಧ್ಯಕ್ಷೆ ಸೌಮ್ಯ ರೆಡ್ಡಿ	[296, 719, 683, 798]
story-body: ಬಂಟ್ವಾಳ: ಮಂಗಳೂರು ಜಿ.ಪಂ.ನ, ಸ್ತ್ರೀಶಕ್ತಿ ಸಂಘಗಳ ಮಹಿಳೆಯರು ಬ್ಲಾಕ್ ಕಾಂಗ್ರೆಸ್ ಸಮಿತಿಯ ವತಿಯಿಂದ ಆಯೋಜಿಸಿದ ಕಾರ್ಯಕ್ರಮದಲ್ಲಿ ರಾಜ್ಯ ಮಹಿಳಾ ಕಾಂಗ್ರೆಸ್ ಅಧ್ಯಕ್ಷೆ ಸೌಮ್ಯ ರೆಡ್ಡಿ ಮಾತನಾಡಿ, ರಾಜ್ಯ ಸರ್ಕಾರದ ಪಂಚ ಗ್ಯಾರಂಟಿ ಯೋಜನೆಗಳು ಜನರ ಬದುಕಿನಲ್ಲಿ ಕ್ರಾಂತಿ ತಂದಿವೆ ಎಂದರು. ಮಹಿಳೆಯರು ಆರ್ಥಿಕವಾಗಿ ಸಬಲರಾಗಲು ಗೃಹಲಕ್ಷ್ಮಿ ಯೋಜನೆ ಸಹಕಾರಿಯಾಗಿದೆ. ಶಕ್ತಿ ಯೋಜನೆಯಿಂದ ಉಚಿತ ಪ್ರಯಾಣ ಸಾಧ್ಯವಾಗಿದೆ ಎಂದು ಹೇಳಿದರು. ಕಾರ್ಯಕ್ರಮದಲ್ಲಿ ಜಿಲ್ಲಾ ಕಾಂಗ್ರೆಸ್ ಅಧ್ಯಕ್ಷರು, ಶಾಸಕರು, ಮಾಜಿ ಸಚಿವರು ಹಾಗೂ ಬ್ಲಾಕ್ ಮಹಿಳಾ ಕಾಂಗ್ರೆಸ್ ಪದಾಧಿಕಾರಿಗಳು ಉಪಸ್ಥಿತರಿದ್ದರು. ಈ ಸಂದರ್ಭ ಸಾಧಕ ಮಹಿಳೆಯರನ್ನು ಸನ್ಮಾನಿಸಲಾಯಿತು.	[296, 973, 711, 1128]
brief-body: ಬೆಳ್ತಂಗಡಿ: ಮೆಸ್ಕಾಂ ಬೆಳ್ತಂಗಡಿ ಮತ್ತು ಉಜಿರೆ ಉಪವಿಭಾಗಗಳಿಗೆ ಸಂಬಂಧಿಸಿದಂತೆ ಜನ ಸಂಪರ್ಕ ಸಭೆಯು ಆ.21 ರಂದು ಬೆಳಗ್ಗೆ 11 ರಿಂದ 12 ರವರೆಗೆ ನಡೆಯಲಿದ್ದು, ಮೆಸ್ಕಾಂ ಅಧಿಕಾರಿಗಳು ಭಾಗವಹಿಸಲಿದ್ದಾರೆ. ಸಾರ್ವಜನಿಕರು ತಮ್ಮ ಕುಂದುಕೊರತೆಗಳನ್ನು ಸಲ್ಲಿಸಬಹುದಾಗಿದೆ. ಸಂಪರ್ಕಸಂಖ್ಯೆ: 08256-236607.	[43, 550, 273, 633]
story-headline: ಸಂಸ್ಕೃತಿ, ಸಂಸ್ಕಾರ ನೆನಪಿಸುವ ಕಾರ್ಯ ಶ್ಲಾಘನೀಯ: ಡಾ.ಸಂದೀಪ್ ಬೇಕಲ	[730, 719, 1098, 798]
support-needed-box	[991, 326, 1275, 511]
